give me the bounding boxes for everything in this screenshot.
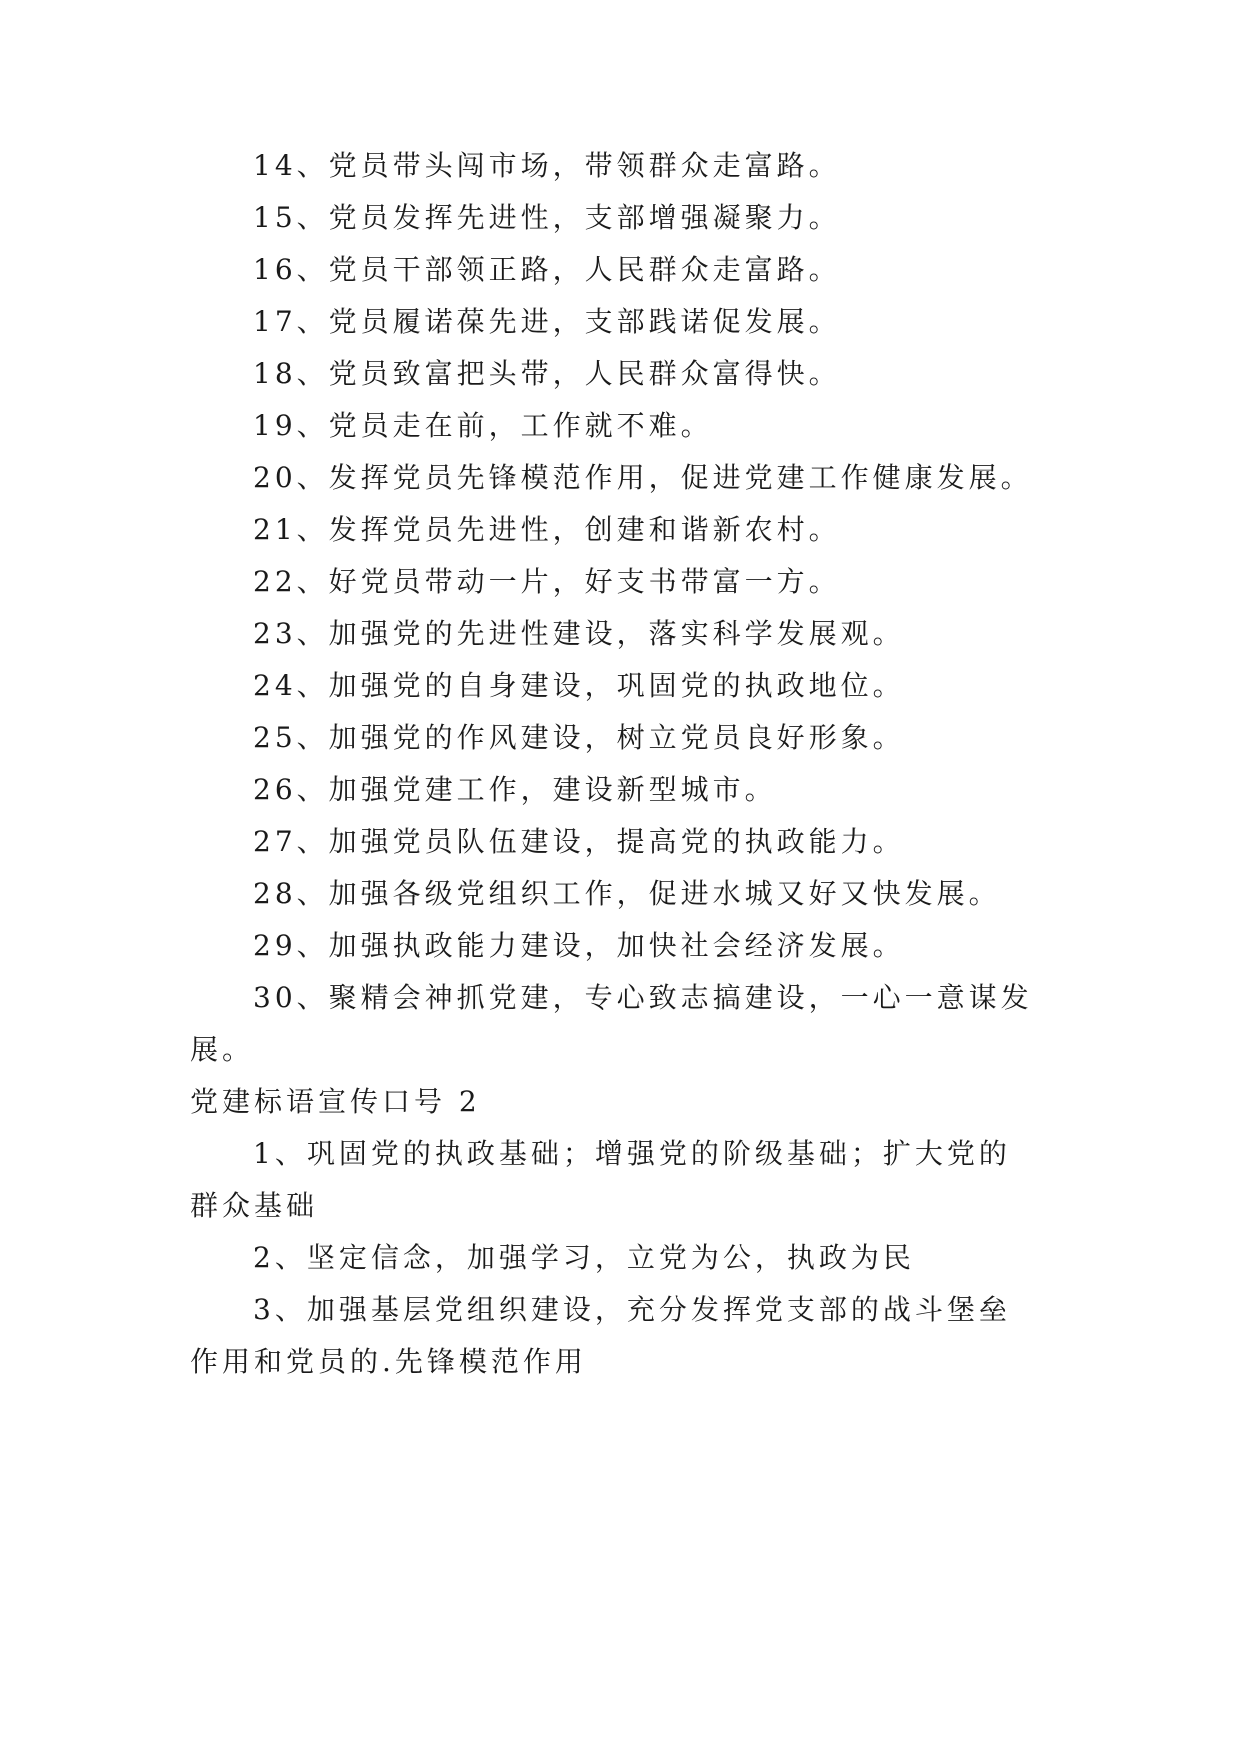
section2-item-1-line1: 1、巩固党的执政基础；增强党的阶级基础；扩大党的	[253, 1137, 1011, 1170]
slogan-item-21: 21、发挥党员先进性，创建和谐新农村。	[253, 513, 841, 546]
slogan-item-16: 16、党员干部领正路，人民群众走富路。	[253, 253, 841, 286]
slogan-item-30-line2: 展。	[190, 1033, 255, 1066]
slogan-item-30-line1: 30、聚精会神抓党建，专心致志搞建设，一心一意谋发	[253, 981, 1033, 1014]
slogan-item-28: 28、加强各级党组织工作，促进水城又好又快发展。	[253, 877, 1001, 910]
slogan-item-25: 25、加强党的作风建设，树立党员良好形象。	[253, 721, 905, 754]
section2-item-3-line1: 3、加强基层党组织建设，充分发挥党支部的战斗堡垒	[253, 1293, 1011, 1326]
slogan-item-22: 22、好党员带动一片，好支书带富一方。	[253, 565, 841, 598]
slogan-item-23: 23、加强党的先进性建设，落实科学发展观。	[253, 617, 905, 650]
slogan-item-15: 15、党员发挥先进性，支部增强凝聚力。	[253, 201, 841, 234]
slogan-item-24: 24、加强党的自身建设，巩固党的执政地位。	[253, 669, 905, 702]
slogan-item-29: 29、加强执政能力建设，加快社会经济发展。	[253, 929, 905, 962]
slogan-item-17: 17、党员履诺葆先进，支部践诺促发展。	[253, 305, 841, 338]
slogan-item-26: 26、加强党建工作，建设新型城市。	[253, 773, 777, 806]
slogan-item-27: 27、加强党员队伍建设，提高党的执政能力。	[253, 825, 905, 858]
slogan-item-14: 14、党员带头闯市场，带领群众走富路。	[253, 149, 841, 182]
section2-item-1-line2: 群众基础	[190, 1189, 319, 1222]
section2-item-2: 2、坚定信念，加强学习，立党为公，执政为民	[253, 1241, 915, 1274]
slogan-item-20: 20、发挥党员先锋模范作用，促进党建工作健康发展。	[253, 461, 1033, 494]
slogan-item-18: 18、党员致富把头带，人民群众富得快。	[253, 357, 841, 390]
section-title: 党建标语宣传口号 2	[190, 1085, 481, 1118]
slogan-item-19: 19、党员走在前，工作就不难。	[253, 409, 713, 442]
section2-item-3-line2: 作用和党员的.先锋模范作用	[190, 1345, 587, 1378]
